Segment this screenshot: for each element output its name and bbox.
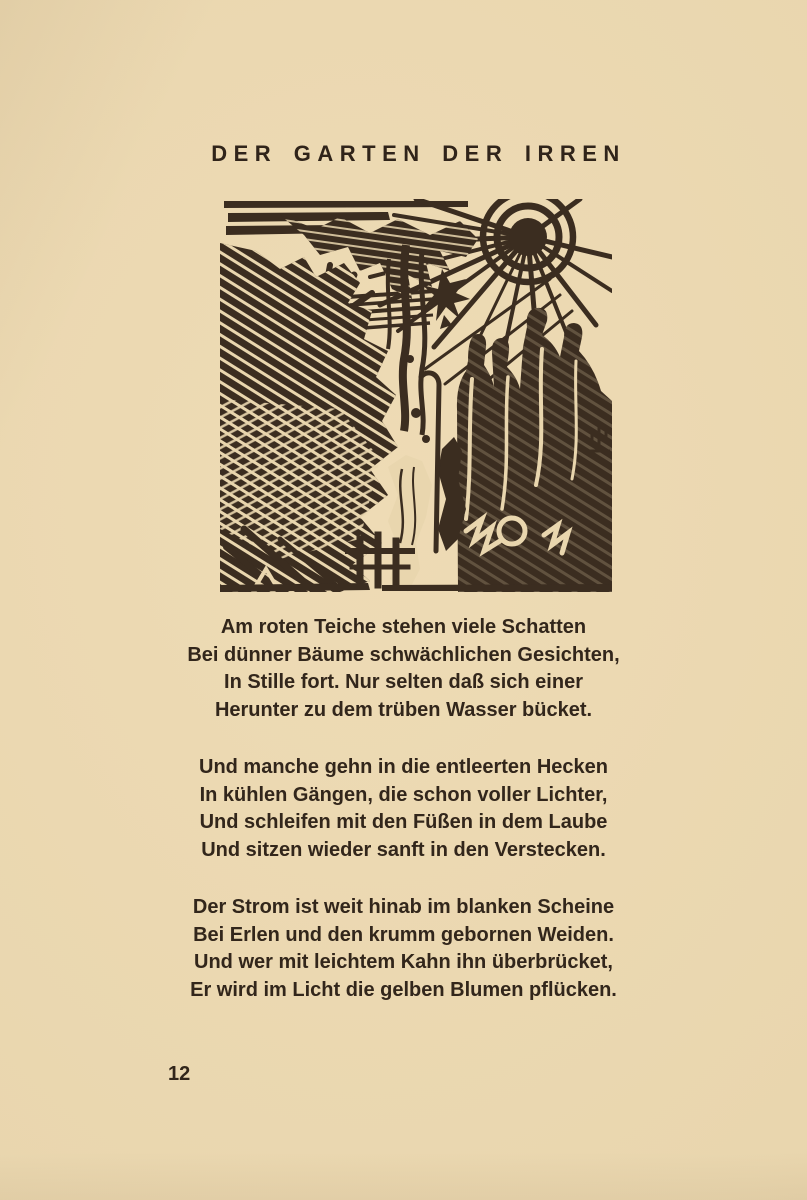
poem-line: Bei Erlen und den krumm gebornen Weiden. xyxy=(193,923,614,946)
poem-stanza xyxy=(0,754,807,864)
poem-line: Der Strom ist weit hinab im blanken Scheine xyxy=(192,896,615,918)
poem-line: Bei dünner Bäume schwächlichen Gesichten, xyxy=(187,643,620,666)
page-number: 12 xyxy=(168,1063,191,1085)
poem-stanza xyxy=(0,894,807,1004)
poem-line: Und sitzen wieder sanft in den Verstecken. xyxy=(201,838,606,861)
bottom-bars xyxy=(220,583,612,592)
poem-stanza xyxy=(0,614,807,724)
poem-line: Und manche gehn in die entleerten Hecken xyxy=(199,756,608,778)
shadow-figures xyxy=(457,308,612,592)
poem-line: Und schleifen mit den Füßen in dem Laube xyxy=(199,811,608,833)
page-title: DER GARTEN DER IRREN xyxy=(211,141,626,166)
poem-line: Am roten Teiche stehen viele Schatten xyxy=(220,616,587,638)
poem xyxy=(0,614,807,1034)
poem-line: Er wird im Licht die gelben Blumen pflücken. xyxy=(190,978,617,1001)
poem-line: In Stille fort. Nur selten daß sich einer xyxy=(224,671,583,693)
poem-line: Und wer mit leichtem Kahn ihn überbrücket, xyxy=(194,951,613,973)
woodcut-illustration xyxy=(220,199,612,592)
poem-line: Herunter zu dem trüben Wasser bücket. xyxy=(214,698,593,721)
poem-line: In kühlen Gängen, die schon voller Lichter, xyxy=(199,783,608,806)
